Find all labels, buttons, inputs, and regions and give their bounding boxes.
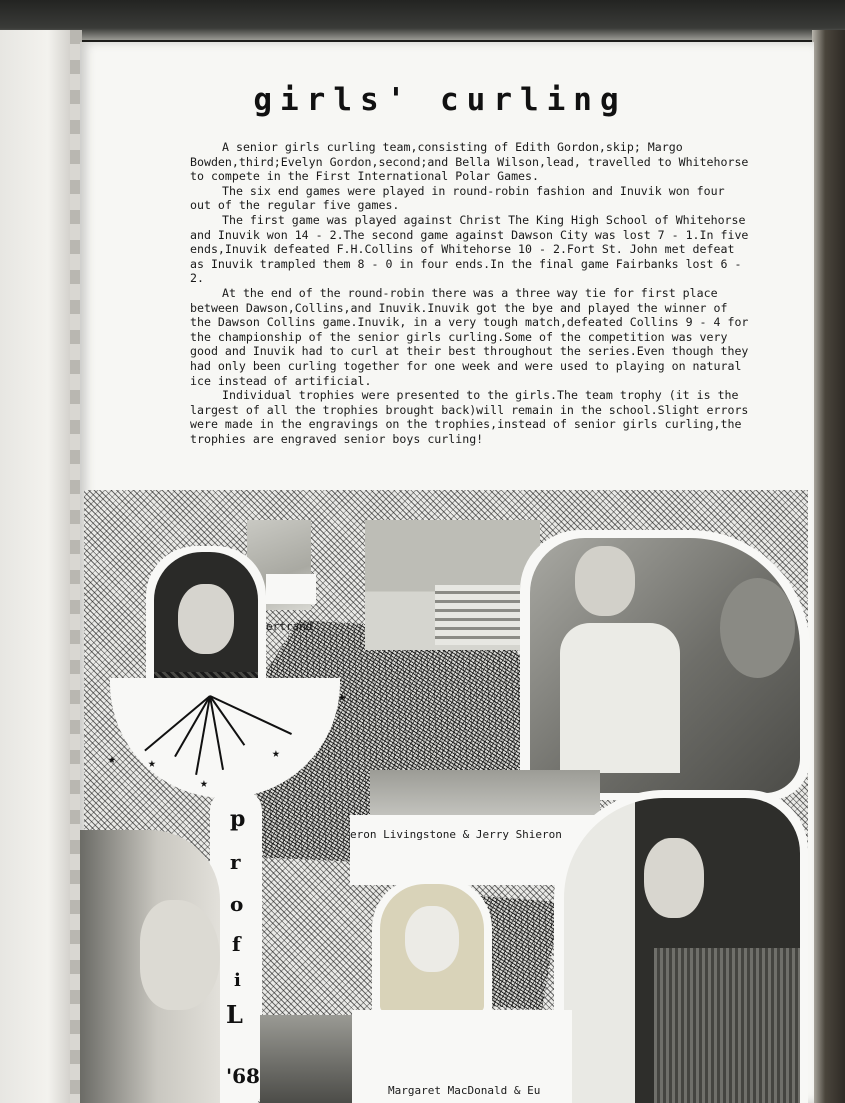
face (575, 546, 635, 616)
boy-photo (530, 538, 800, 793)
curling-stone (720, 578, 795, 678)
page-right-edge (812, 30, 845, 1103)
page-title: girls' curling (253, 82, 627, 118)
star-icon: ★ (272, 746, 280, 761)
star-icon: ★ (200, 776, 208, 791)
profile-letter: o (230, 892, 244, 916)
face (405, 906, 459, 972)
face (140, 900, 220, 1010)
caption-bg (266, 574, 316, 604)
article-paragraph: Individual trophies were presented to the girls.The team trophy (it is the largest of all the trophies brought back)will remain in the school.Slight errors were made in the engravings on the trophies,instead of senior girls curling,the trophies are engraved senior boys curling! (190, 388, 749, 446)
previous-page-edge (0, 30, 80, 1103)
face (178, 584, 234, 654)
bleachers (435, 585, 520, 645)
profile-letter: '68 (226, 1064, 260, 1088)
article-paragraph: The six end games were played in round-robin fashion and Inuvik won four out of the regular five games. (190, 183, 725, 213)
yearbook-page (80, 42, 814, 1103)
sweatshirt (560, 623, 680, 773)
stairs-photo (365, 520, 540, 650)
star-icon: ★ (148, 756, 156, 771)
article-body (190, 140, 750, 446)
article-paragraph: The first game was played against Christ The King High School of Whitehorse and Inuvik won 14 - 2.The second game against Dawson City was lost 7 - 1.In five ends,Inuvik defeated F.H.Collins of Whitehorse 10 - 2.Fort St. John met defeat as Inuvik trampled them 8 - 0 in four ends.In the final game Fairbanks lost 6 - 2. (190, 212, 749, 286)
glasses-girl-photo (564, 798, 800, 1103)
photo-caption: eron Livingstone & Jerry Shieron (350, 828, 562, 841)
striped-sweater (654, 948, 800, 1103)
photo-collage (80, 490, 814, 1103)
scan-top-edge (0, 0, 845, 40)
profile-letter: p (230, 806, 246, 832)
article-paragraph: A senior girls curling team,consisting of Edith Gordon,skip; Margo Bowden,third;Evelyn Gordon,second;and Bella Wilson,lead, travelled to Whitehorse to compete in the First International Polar Games. (190, 140, 749, 184)
profile-letter: r (230, 850, 241, 874)
blonde-girl-portrait (380, 884, 484, 1012)
photo-caption: ertrand (266, 620, 313, 633)
article-paragraph: At the end of the round-robin there was a three way tie for first place between Dawson,Collins,and Inuvik.Inuvik got the bye and played the winner of the Dawson Collins game.Inuvik, in a very tough match,defeated Collins 9 - 4 for the championship of the senior girls curling.Some of the competition was very good and Inuvik had to curl at their best throughout the series.Even though they had only been curling together for one week and were used to playing on natural ice instead of artificial. (190, 285, 749, 388)
star-icon: ★ (338, 690, 346, 705)
girl-profile-photo (80, 830, 220, 1103)
profile-letter: i (234, 970, 241, 991)
face (644, 838, 704, 918)
star-icon: ★ (108, 752, 116, 767)
profile-letter: f (232, 932, 241, 956)
profile-letter: L (226, 1000, 243, 1029)
photo-caption: Margaret MacDonald & Eu (388, 1084, 541, 1097)
